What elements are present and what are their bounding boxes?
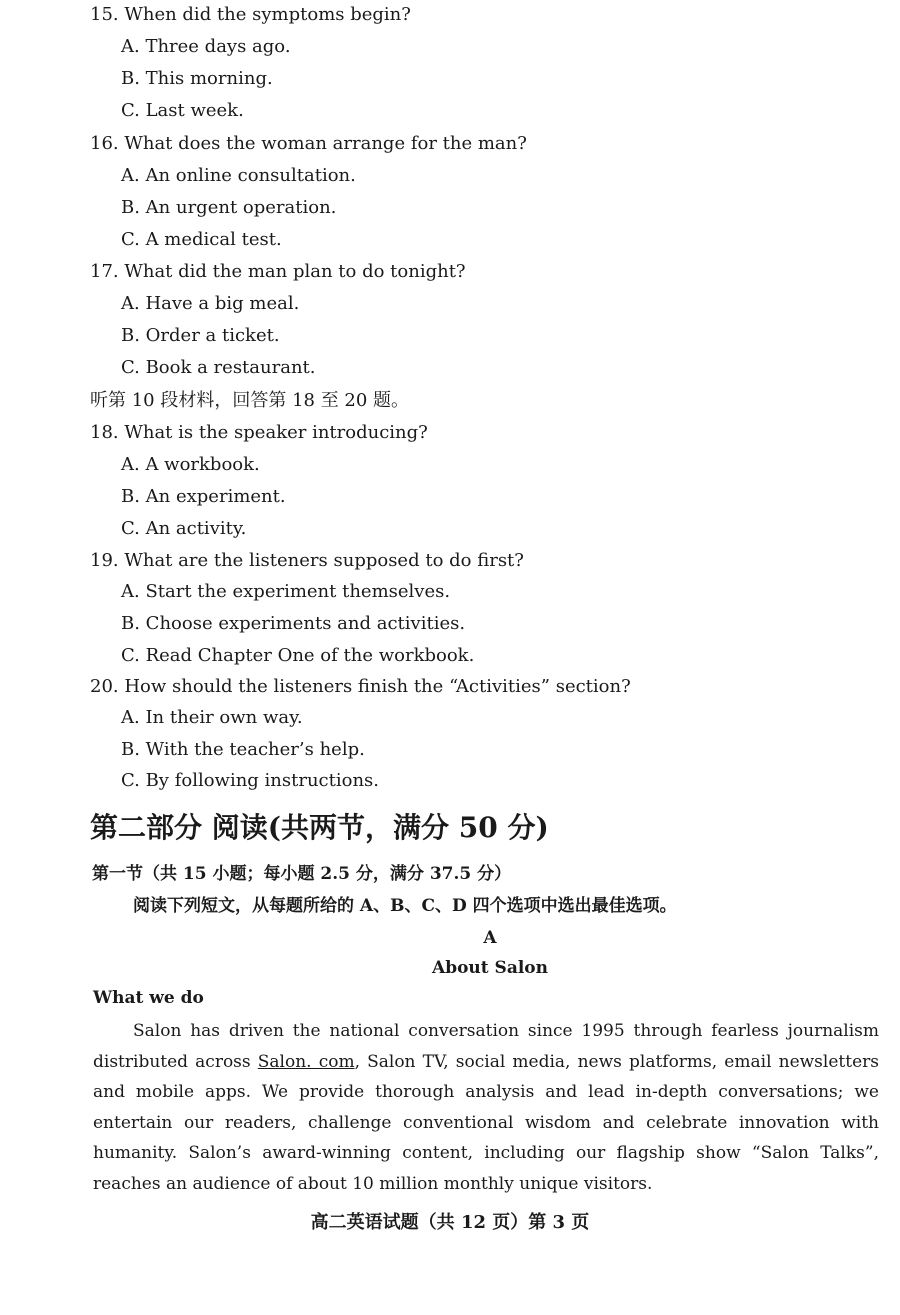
question-20-stem: 20. How should the listeners finish the “Activities” section?	[90, 676, 631, 697]
question-16-option-b: B. An urgent operation.	[121, 197, 337, 218]
question-19-option-a: A. Start the experiment themselves.	[121, 581, 451, 602]
question-15-option-a: A. Three days ago.	[121, 36, 291, 57]
question-18-option-a: A. A workbook.	[121, 454, 260, 475]
listening-instruction: 听第 10 段材料，回答第 18 至 20 题。	[90, 390, 410, 411]
reading-instruction: 阅读下列短文，从每题所给的 A、B、C、D 四个选项中选出最佳选项。	[133, 896, 677, 916]
passage-text-after-link: , Salon TV, social media, news platforms, email newsletters and mobile apps. We provide thorough analysis and lead in-depth conversations; we entertain our readers, challenge conventional wisdom and celebrate innovation with humanity. Salon’s award-winning content, including our flagship show “Salon Talks”, reaches an audience of about 10 million monthly unique visitors.	[93, 1051, 879, 1194]
question-18-option-c: C. An activity.	[121, 518, 247, 539]
salon-website-text: Salon. com	[257, 1051, 355, 1072]
question-20-option-a: A. In their own way.	[121, 707, 303, 728]
question-20-option-b: B. With the teacher’s help.	[121, 739, 365, 760]
passage-letter: A	[483, 928, 497, 948]
question-18-stem: 18. What is the speaker introducing?	[90, 422, 428, 443]
question-15-stem: 15. When did the symptoms begin?	[90, 4, 411, 25]
question-15-option-b: B. This morning.	[121, 68, 273, 89]
question-17-option-a: A. Have a big meal.	[121, 293, 300, 314]
passage-title: About Salon	[432, 958, 548, 978]
passage-subheading: What we do	[93, 988, 204, 1008]
question-17-stem: 17. What did the man plan to do tonight?	[90, 261, 466, 282]
question-16-option-a: A. An online consultation.	[121, 165, 356, 186]
question-19-option-c: C. Read Chapter One of the workbook.	[121, 645, 475, 666]
question-17-option-b: B. Order a ticket.	[121, 325, 280, 346]
section-one-title: 第一节（共 15 小题；每小题 2.5 分，满分 37.5 分）	[92, 864, 512, 884]
passage-paragraph	[93, 1016, 879, 1199]
page-footer: 高二英语试题（共 12 页）第 3 页	[310, 1212, 590, 1233]
question-19-option-b: B. Choose experiments and activities.	[121, 613, 466, 634]
question-15-option-c: C. Last week.	[121, 100, 244, 121]
question-17-option-c: C. Book a restaurant.	[121, 357, 316, 378]
question-16-option-c: C. A medical test.	[121, 229, 282, 250]
question-18-option-b: B. An experiment.	[121, 486, 286, 507]
part-two-title: 第二部分 阅读(共两节，满分 50 分)	[90, 811, 549, 844]
question-20-option-c: C. By following instructions.	[121, 770, 380, 791]
passage-text-before-link: Salon has driven the national conversation since 1995 through fearless journalism distributed across	[93, 1021, 879, 1072]
question-16-stem: 16. What does the woman arrange for the man?	[90, 133, 527, 154]
question-19-stem: 19. What are the listeners supposed to do first?	[90, 550, 524, 571]
